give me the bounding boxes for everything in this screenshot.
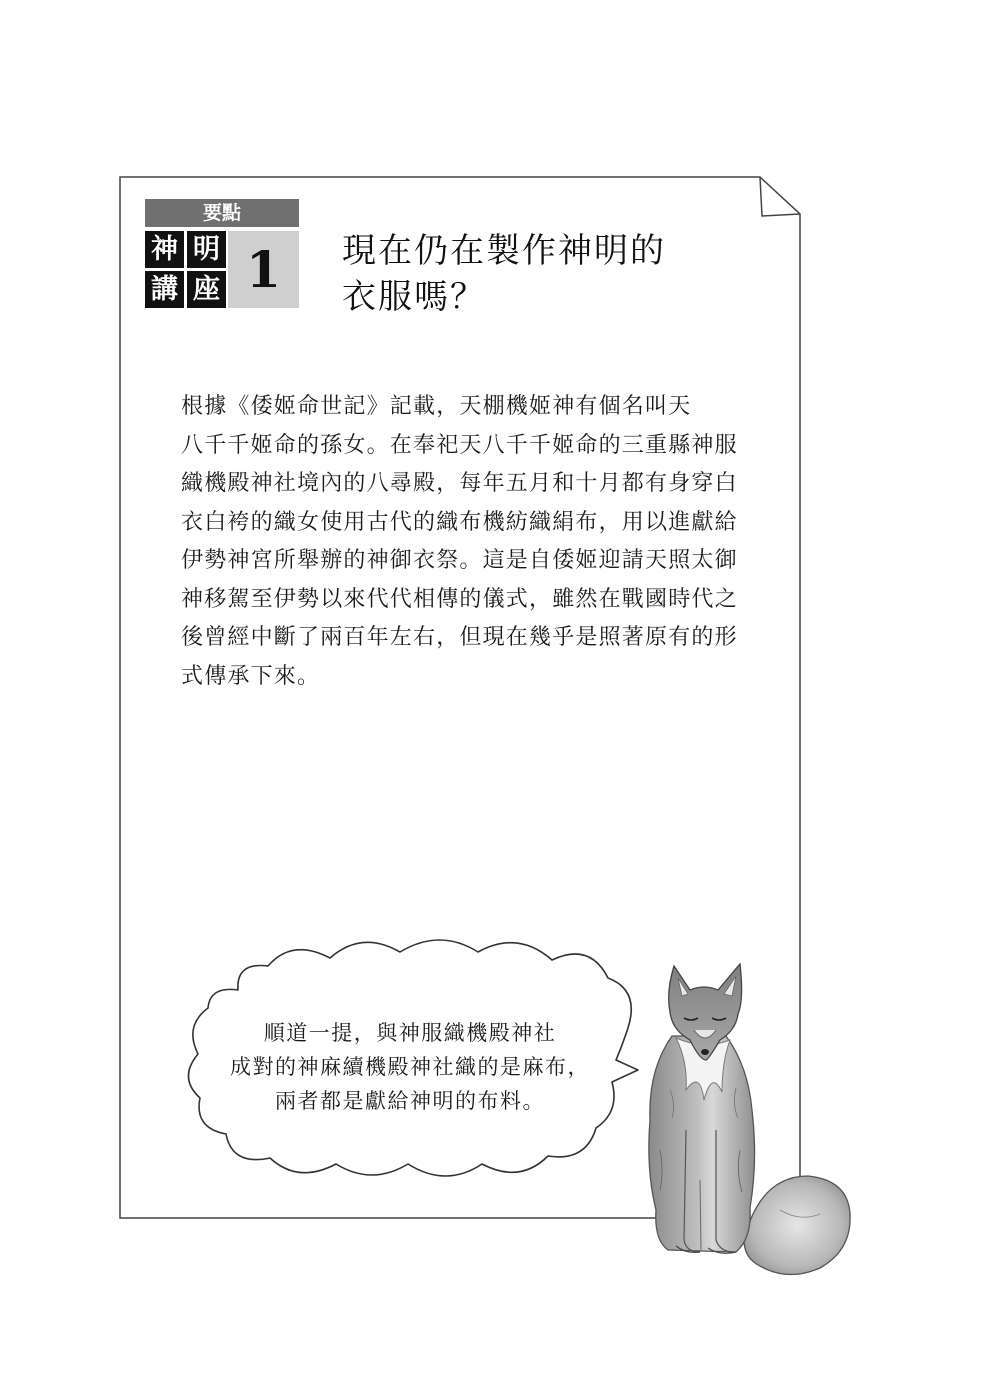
body-line: 伊勢神宮所舉辦的神御衣祭。這是自倭姬迎請天照太御 (181, 548, 738, 573)
badge-char: 座 (187, 271, 226, 308)
badge-char: 明 (187, 231, 226, 268)
body-line: 後曾經中斷了兩百年左右，但現在幾乎是照著原有的形 (181, 625, 738, 650)
body-line: 式傳承下來。 (181, 663, 321, 689)
title-line: 衣服嗎？ (342, 277, 486, 317)
bubble-line: 兩者都是獻給神明的布料。 (275, 1089, 545, 1113)
badge-char: 神 (145, 231, 184, 268)
badge-label: 要點 (145, 199, 299, 227)
badge-char: 講 (145, 271, 184, 308)
body-line: 神移駕至伊勢以來代代相傳的儀式，雖然在戰國時代之 (181, 586, 738, 612)
bubble-line: 成對的神麻續機殿神社織的是麻布， (230, 1055, 590, 1079)
title-line: 現在仍在製作神明的 (342, 231, 666, 271)
body-line: 衣白袴的織女使用古代的織布機紡織絹布，用以進獻給 (181, 509, 738, 535)
body-line: 根據《倭姬命世記》記載，天棚機姬神有個名叫天 (181, 394, 692, 419)
body-line: 八千千姬命的孫女。在奉祀天八千千姬命的三重縣神服 (181, 432, 738, 458)
badge-number: 1 (228, 231, 299, 308)
body-line: 織機殿神社境內的八尋殿，每年五月和十月都有身穿白 (181, 471, 738, 496)
bubble-line: 順道一提，與神服織機殿神社 (263, 1021, 557, 1045)
